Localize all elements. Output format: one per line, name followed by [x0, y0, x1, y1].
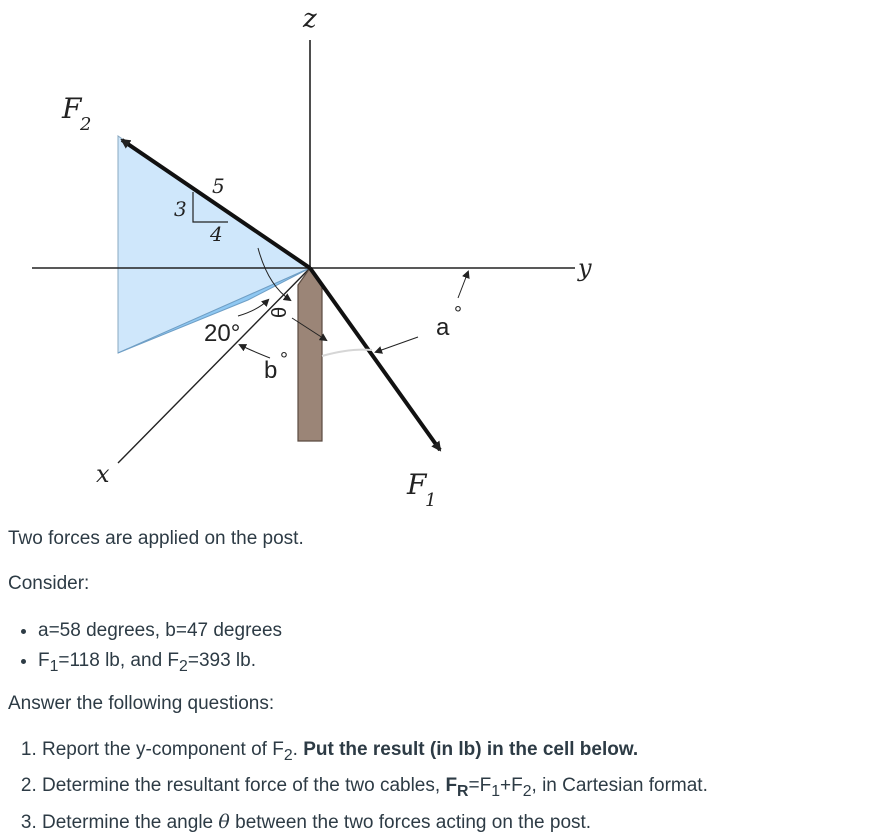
answer-instructions: Answer the following questions: — [8, 693, 275, 714]
consider-label: Consider: — [8, 573, 90, 594]
force-f2-label: F — [62, 92, 82, 125]
slope-5-label: 5 — [212, 174, 225, 198]
force-f1-subscript: 1 — [425, 490, 437, 511]
force-f1-label: F — [407, 468, 427, 501]
questions-list — [0, 735, 708, 838]
x-axis-label: x — [96, 460, 110, 488]
post — [298, 268, 322, 441]
given-values-list — [0, 616, 282, 682]
question-3: 3. Determine the angle θ between the two forces acting on the post. — [42, 807, 708, 838]
angle-a-label: a — [436, 314, 450, 341]
angle-a-degree: ° — [454, 303, 462, 325]
intro-text: Two forces are applied on the post. — [8, 528, 304, 549]
question-1: 1. Report the y-component of $F_2$. Put the result (in lb) in the cell below. — [42, 735, 708, 771]
force-f2-subscript: 2 — [80, 114, 92, 135]
y-axis-label: y — [578, 254, 592, 282]
angle-b-label: b — [264, 357, 278, 384]
slope-3-label: 3 — [174, 197, 187, 221]
angle-a-arc — [322, 350, 372, 356]
given-angles: • a=58 degrees, b=47 degrees — [38, 616, 282, 646]
angle-a-pointer-up — [458, 272, 468, 298]
angle-b-degree: ° — [280, 349, 288, 371]
force-f1-arrow — [310, 268, 440, 450]
angle-theta-label: θ — [269, 306, 291, 318]
given-forces: • $F_1=118$ lb, and $F_2=393$ lb. — [38, 646, 282, 682]
angle-a-pointer — [376, 337, 418, 352]
z-axis-label: z — [303, 4, 317, 34]
slope-4-label: 4 — [210, 222, 223, 246]
question-2: 2. Determine the resultant force of the two cables, $F_R=F_1+F_2$, in Cartesian format. — [42, 771, 708, 807]
angle-20-label: 20° — [204, 320, 241, 347]
